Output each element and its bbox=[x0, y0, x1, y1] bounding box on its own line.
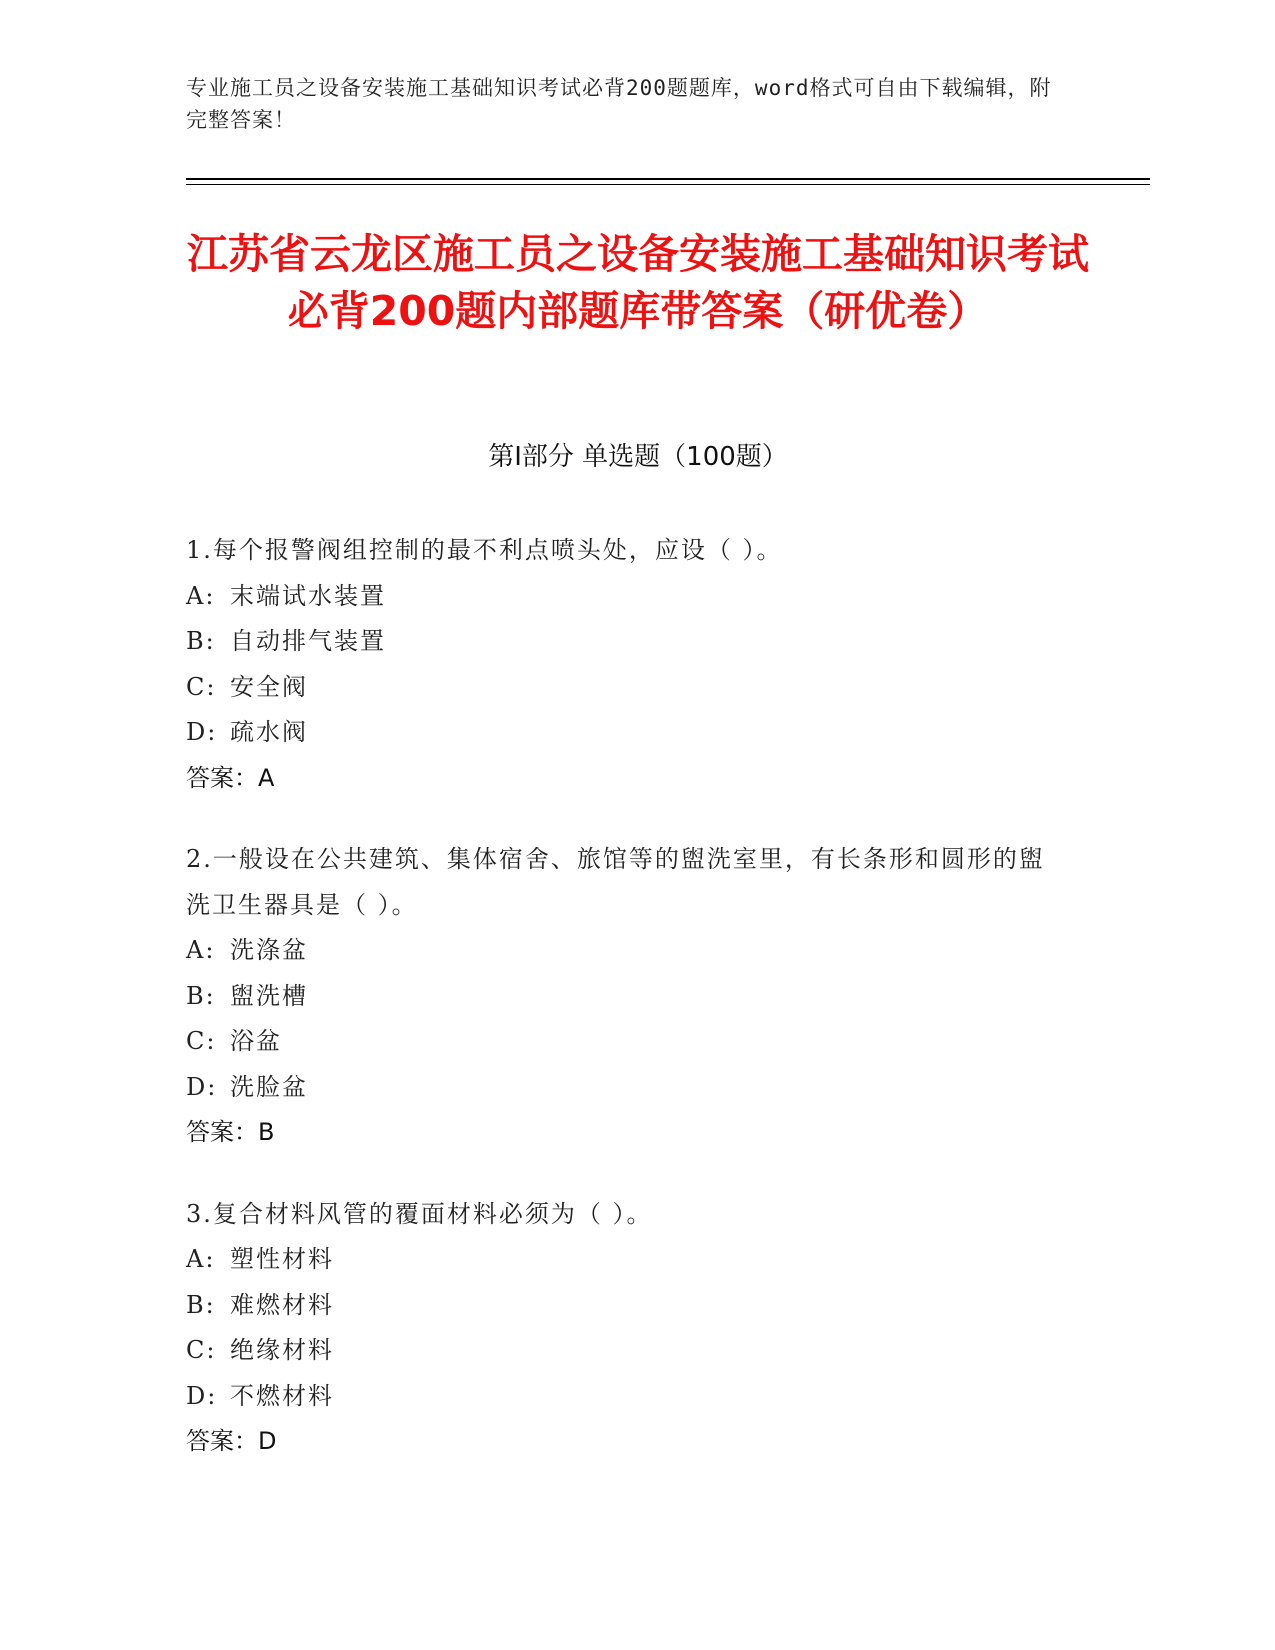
option-a bbox=[186, 1237, 1066, 1283]
answer-line bbox=[186, 1110, 1066, 1156]
option-a bbox=[186, 928, 1066, 974]
question-stem: 2.一般设在公共建筑、集体宿舍、旅馆等的盥洗室里，有长条形和圆形的盥洗卫生器具是（ ）。 bbox=[186, 845, 1045, 919]
question-2 bbox=[186, 837, 1066, 1156]
question-stem: 1.每个报警阀组控制的最不利点喷头处，应设（ ）。 bbox=[186, 536, 783, 564]
answer-label: 答案： bbox=[186, 1427, 258, 1455]
option-c bbox=[186, 665, 1066, 711]
question-1 bbox=[186, 528, 1066, 801]
option-key: B: bbox=[186, 1290, 216, 1319]
header-rule-thick bbox=[186, 178, 1150, 180]
option-key: B: bbox=[186, 981, 216, 1010]
option-d bbox=[186, 1374, 1066, 1420]
option-key: D: bbox=[186, 1072, 218, 1101]
option-d bbox=[186, 1065, 1066, 1111]
option-text: 自动排气装置 bbox=[230, 627, 386, 655]
answer-line bbox=[186, 1419, 1066, 1465]
option-b bbox=[186, 974, 1066, 1020]
question-stem: 3.复合材料风管的覆面材料必须为（ ）。 bbox=[186, 1199, 653, 1228]
option-text: 洗涤盆 bbox=[230, 936, 308, 964]
option-c bbox=[186, 1328, 1066, 1374]
option-text: 难燃材料 bbox=[230, 1290, 334, 1319]
option-text: 浴盆 bbox=[230, 1027, 282, 1055]
option-text: 塑性材料 bbox=[230, 1245, 334, 1273]
option-d bbox=[186, 710, 1066, 756]
answer-value: D bbox=[258, 1427, 277, 1455]
option-text: 疏水阀 bbox=[230, 718, 308, 746]
option-key: C: bbox=[186, 1027, 217, 1055]
question-3 bbox=[186, 1192, 1066, 1465]
header-rule-thin bbox=[186, 184, 1150, 185]
question-list bbox=[186, 528, 1066, 1501]
document-title: 江苏省云龙区施工员之设备安装施工基础知识考试必背200题内部题库带答案（研优卷） bbox=[187, 230, 1089, 335]
answer-label: 答案： bbox=[186, 763, 258, 792]
answer-label: 答案： bbox=[186, 1118, 258, 1146]
option-text: 盥洗槽 bbox=[230, 981, 308, 1010]
header-note: 专业施工员之设备安装施工基础知识考试必背200题题库，word格式可自由下载编辑，附完整答案！ bbox=[186, 76, 1052, 132]
answer-line bbox=[186, 756, 1066, 802]
option-key: D: bbox=[186, 718, 218, 746]
section-title: 第Ⅰ部分 单选题（100题） bbox=[488, 442, 788, 472]
option-a bbox=[186, 574, 1066, 620]
option-text: 安全阀 bbox=[230, 672, 308, 701]
option-key: D: bbox=[186, 1381, 218, 1410]
option-text: 末端试水装置 bbox=[230, 581, 386, 610]
option-key: A: bbox=[186, 1245, 216, 1273]
option-key: C: bbox=[186, 1336, 217, 1364]
option-key: C: bbox=[186, 672, 217, 701]
option-b bbox=[186, 1283, 1066, 1329]
option-key: A: bbox=[186, 581, 216, 610]
option-text: 不燃材料 bbox=[230, 1381, 334, 1410]
answer-value: B bbox=[258, 1118, 275, 1146]
option-b bbox=[186, 619, 1066, 665]
option-text: 绝缘材料 bbox=[230, 1336, 334, 1364]
option-c bbox=[186, 1019, 1066, 1065]
option-key: B: bbox=[186, 627, 216, 655]
option-text: 洗脸盆 bbox=[230, 1072, 308, 1101]
answer-value: A bbox=[258, 763, 275, 792]
option-key: A: bbox=[186, 936, 216, 964]
